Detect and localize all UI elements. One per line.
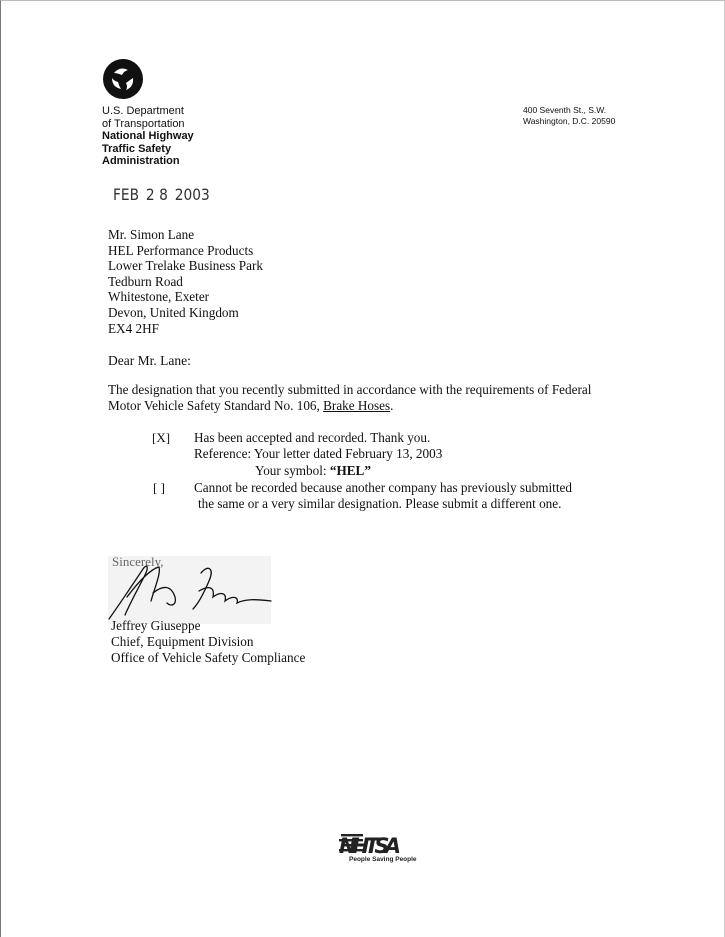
- department-name: [102, 105, 194, 168]
- date-stamp-day: 2 8: [145, 185, 168, 204]
- signer-office: Office of Vehicle Safety Compliance: [111, 649, 306, 665]
- paragraph-line-2-prefix: Motor Vehicle Safety Standard No. 106,: [108, 397, 324, 413]
- recipient-line-4: Devon, United Kingdom: [108, 304, 239, 320]
- recipient-line-2: Tedburn Road: [108, 273, 183, 289]
- closing-sincerely: Sincerely,: [112, 554, 164, 569]
- agency-line-3: Administration: [102, 155, 180, 167]
- paragraph-line-2-suffix: .: [390, 397, 394, 413]
- symbol-label: Your symbol:: [255, 463, 330, 478]
- accepted-line-2: Reference: Your letter dated February 13, 2003: [194, 446, 443, 461]
- date-stamp-month: FEB: [113, 185, 140, 204]
- recipient-address: [108, 227, 263, 336]
- body-paragraph: [108, 382, 648, 413]
- salutation: Dear Mr. Lane:: [108, 353, 191, 368]
- office-address: [523, 105, 615, 127]
- accepted-checkbox: [X]: [152, 430, 171, 445]
- dept-line-2: of Transportation: [102, 117, 185, 130]
- dept-line-1: U.S. Department: [102, 105, 184, 117]
- signature-block: [111, 618, 305, 665]
- standard-name: Brake Hoses: [323, 397, 391, 413]
- rejected-line-1: Cannot be recorded because another company has previously submitted: [194, 480, 572, 495]
- dot-logo-icon: [100, 59, 146, 105]
- address-line-1: 400 Seventh St., S.W.: [523, 105, 607, 115]
- agency-line-2: Traffic Safety: [102, 142, 172, 155]
- agency-line-1: National Highway: [102, 130, 194, 142]
- date-stamp-year: 2003: [174, 185, 210, 204]
- recipient-line-5: EX4 2HF: [108, 320, 159, 336]
- symbol-line: [255, 463, 371, 479]
- date-stamp: [113, 185, 210, 204]
- address-line-2: Washington, D.C. 20590: [523, 116, 616, 126]
- accepted-line-1: Has been accepted and recorded. Thank you.: [194, 430, 431, 445]
- recipient-company: HEL Performance Products: [108, 242, 254, 258]
- recipient-line-3: Whitestone, Exeter: [108, 289, 210, 305]
- nhtsa-logo-icon: [339, 829, 429, 869]
- nhtsa-tagline: People Saving People: [349, 856, 417, 863]
- rejected-checkbox: [ ]: [153, 480, 165, 495]
- rejected-line-2: the same or a very similar designation. Please submit a different one.: [198, 496, 562, 511]
- recipient-line-1: Lower Trelake Business Park: [108, 258, 263, 274]
- paragraph-line-2: [108, 398, 648, 414]
- paragraph-line-1: The designation that you recently submitted in accordance with the requirements of Federal: [108, 382, 592, 397]
- handwritten-signature: [105, 557, 275, 627]
- symbol-value: “HEL”: [329, 463, 371, 478]
- signer-name: Jeffrey Giuseppe: [111, 618, 201, 633]
- nhtsa-wordmark: NHTSA: [339, 834, 401, 858]
- recipient-name: Mr. Simon Lane: [108, 227, 195, 242]
- signer-title: Chief, Equipment Division: [111, 633, 254, 649]
